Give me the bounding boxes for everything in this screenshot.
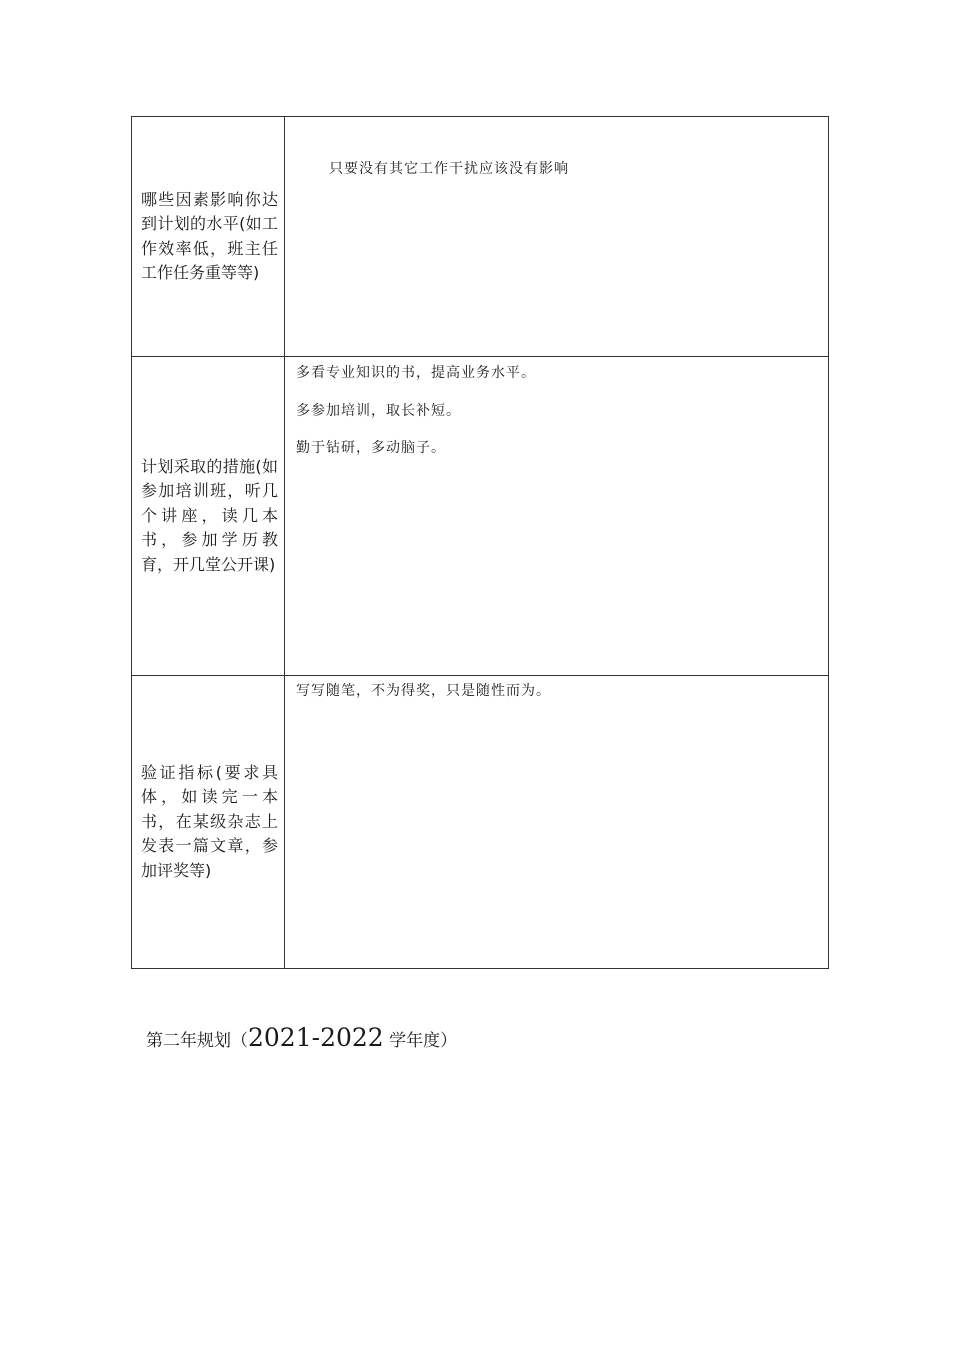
table-row (132, 676, 829, 969)
row-label: 计划采取的措施(如参加培训班，听几个讲座，读几本书，参加学历教育，开几堂公开课) (141, 456, 278, 574)
section-heading-prefix: 第二年规划（ (146, 1031, 248, 1051)
table-row (132, 117, 829, 357)
row-content-line: 勤于钻研，多动脑子。 (296, 440, 446, 456)
row-label-cell (132, 357, 285, 676)
row-content-text: 写写随笔，不为得奖，只是随性而为。 (296, 683, 551, 699)
row-label-cell (132, 676, 285, 969)
row-content-cell (285, 357, 829, 676)
section-heading-years: 2021-2022 (248, 1023, 384, 1052)
row-content-cell (285, 117, 829, 357)
section-heading-suffix: 学年度） (383, 1031, 458, 1051)
row-label: 验证指标(要求具体，如读完一本书，在某级杂志上发表一篇文章，参加评奖等) (141, 762, 278, 880)
row-content-line: 多看专业知识的书，提高业务水平。 (296, 365, 536, 381)
table-row (132, 357, 829, 676)
row-content-text: 只要没有其它工作干扰应该没有影响 (329, 161, 569, 177)
row-label-cell (132, 117, 285, 357)
row-content-cell (285, 676, 829, 969)
row-label: 哪些因素影响你达到计划的水平(如工作效率低，班主任工作任务重等等) (141, 189, 278, 282)
section-heading (146, 1022, 457, 1057)
row-content-line: 多参加培训，取长补短。 (296, 403, 461, 419)
plan-table (131, 116, 829, 969)
